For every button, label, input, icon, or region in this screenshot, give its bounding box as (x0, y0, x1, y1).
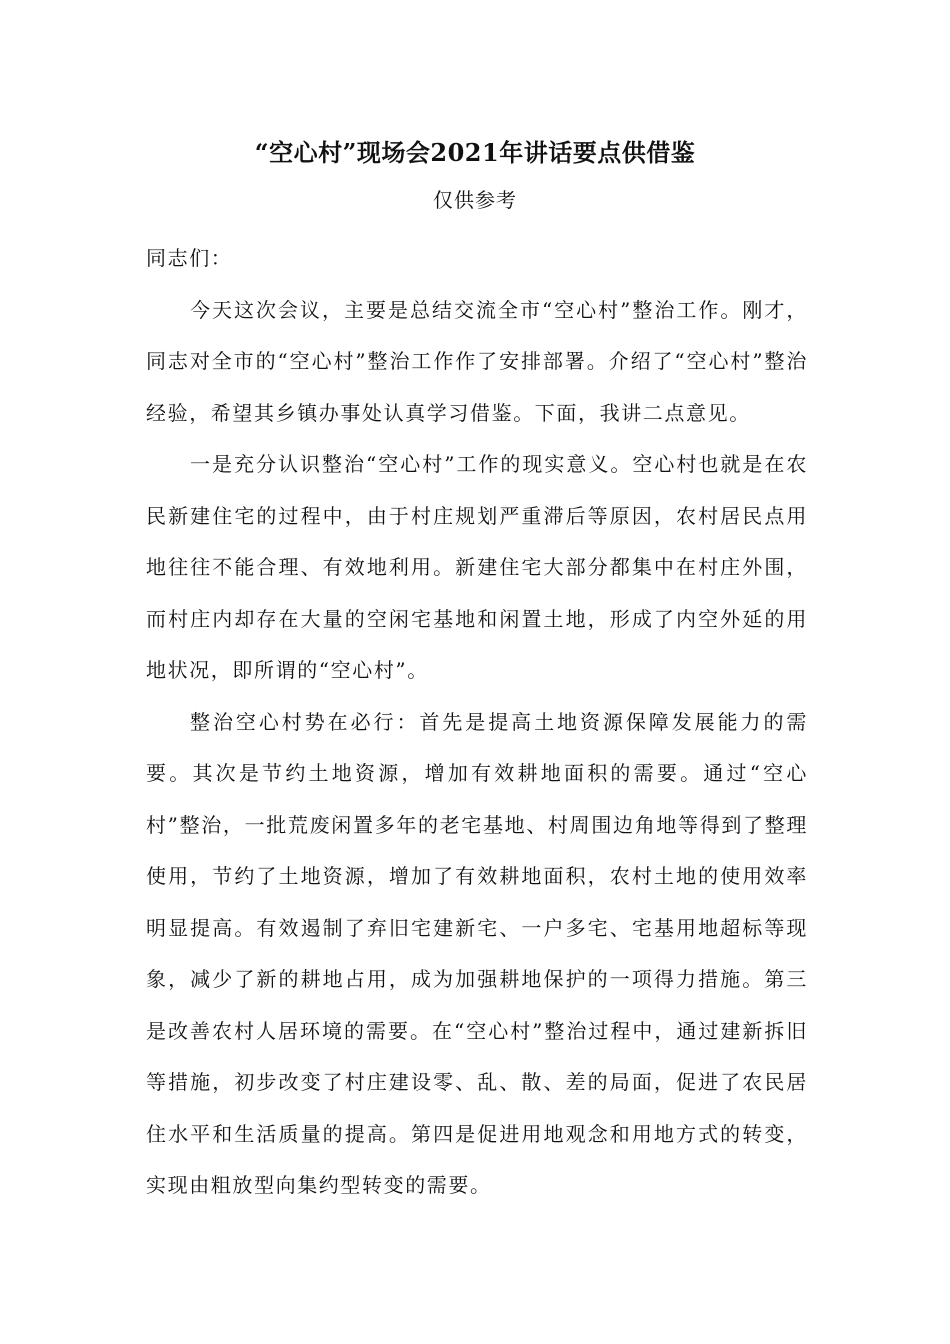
salutation: 同志们： (146, 246, 233, 270)
document-title: “空心村”现场会2021年讲话要点供借鉴 (254, 138, 696, 167)
paragraph-necessity: 整治空心村势在必行：首先是提高土地资源保障发展能力的需要。其次是节约土地资源，增加有效耕地面积的需要。通过“空心村”整治，一批荒废闲置多年的老宅基地、村周围边角地等得到了整理使用，节约了土地资源，增加了有效耕地面积，农村土地的使用效率明显提高。有效遏制了弃旧宅建新宅、一户多宅、宅基用地超标等现象，减少了新的耕地占用，成为加强耕地保护的一项得力措施。第三是改善农村人居环境的需要。在“空心村”整治过程中，通过建新拆旧等措施，初步改变了村庄建设零、乱、散、差的局面，促进了农民居住水平和生活质量的提高。第四是促进用地观念和用地方式的转变，实现由粗放型向集约型转变的需要。 (146, 709, 808, 1197)
paragraph-intro: 今天这次会议，主要是总结交流全市“空心村”整治工作。刚才，同志对全市的“空心村”整治工作作了安排部署。介绍了“空心村”整治经验，希望其乡镇办事处认真学习借鉴。下面，我讲二点意见。 (146, 297, 808, 425)
document-subtitle: 仅供参考 (433, 188, 517, 212)
document-body (146, 233, 808, 1212)
paragraph-significance: 一是充分认识整治“空心村”工作的现实意义。空心村也就是在农民新建住宅的过程中，由于村庄规划严重滞后等原因，农村居民点用地往往不能合理、有效地利用。新建住宅大部分都集中在村庄外围，而村庄内却存在大量的空闲宅基地和闲置土地，形成了内空外延的用地状况，即所谓的“空心村”。 (146, 452, 808, 682)
